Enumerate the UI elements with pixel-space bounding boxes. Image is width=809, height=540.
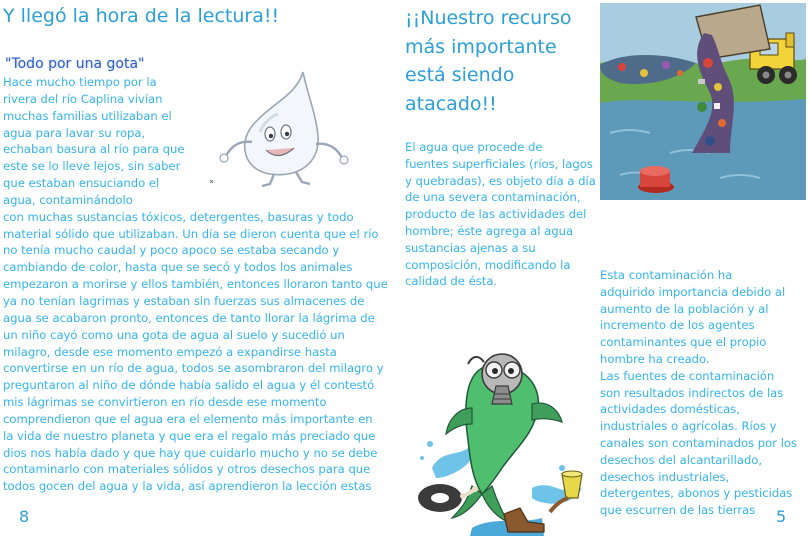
story-line: comprendieron que el agua era el elemento más importante en (3, 411, 373, 426)
story-line: agua para lavar su ropa, (3, 125, 146, 140)
paragraph-line: calidad de ésta. (405, 274, 498, 289)
paragraph-line: de una severa contaminación, (405, 190, 581, 205)
story-line: agua, contaminándolo (3, 192, 133, 207)
water-drop-character-illustration (208, 66, 376, 190)
story-line: con muchas sustancias tóxicos, detergentes, basuras y todo (3, 209, 354, 224)
story-line: milagro, desde ese momento empezó a expandirse hasta (3, 344, 337, 359)
story-line: un niño cayó como una gota de agua al suelo y sucedió un (3, 327, 345, 342)
right-title-line: ¡¡Nuestro recurso (405, 7, 572, 29)
paragraph-line: Esta contaminación ha (600, 268, 733, 282)
story-line: material sólido que utilizaban. Un día se dieron cuenta que el río (3, 226, 379, 241)
story-line: dios nos había dado y que hay que cuidarlo mucho y no se debe (3, 445, 378, 460)
story-line: convertirse en un río de agua, todos se asombraron del milagro y (3, 361, 384, 376)
left-page-number: 8 (19, 507, 30, 526)
paragraph-line: hombre ha creado. (600, 351, 710, 366)
story-line: mis lágrimas se convirtieron en río desde ese momento (3, 395, 327, 410)
paragraph-line: aumento de la población y al (600, 301, 769, 316)
paragraph-line: desechos industriales, (600, 469, 730, 484)
right-page-title (405, 4, 572, 118)
paragraph-line: fuentes superficiales (ríos, lagos (405, 156, 593, 171)
left-page-title: Y llegó la hora de la lectura!! (3, 5, 280, 27)
story-line: contaminarlo con materiales sólidos y otros desechos para que (3, 462, 371, 477)
story-line: empezaron a morirse y ellos también, entonces lloraron tanto que (3, 277, 388, 292)
paragraph-line: Las fuentes de contaminación (600, 368, 775, 383)
story-line: no tenía mucho caudal y poco apoco se estaba secando y (3, 243, 340, 258)
paragraph-line: actividades domésticas, (600, 402, 740, 417)
paragraph-line: y quebradas), es objeto día a día (405, 173, 596, 188)
paragraph-line: industriales o agrícolas. Ríos y (600, 419, 777, 434)
right-title-line: atacado!! (405, 92, 497, 115)
fish-gas-mask-illustration (412, 348, 592, 536)
story-line: preguntaron al niño de dónde había salido el agua y él contestó (3, 378, 375, 393)
story-line: echaban basura al río para que (3, 142, 185, 157)
paragraph-line: detergentes, abonos y pesticidas (600, 486, 793, 501)
paragraph-line: canales son contaminados por los (600, 435, 798, 450)
paragraph-line: hombre; éste agrega al agua (405, 223, 574, 238)
story-line: rivera del río Caplina vivían (3, 91, 163, 106)
story-line: agua se acabaron pronto, entonces de tanto llorar la lágrima de (3, 310, 375, 325)
paragraph-line: que escurren de las tierras (600, 503, 756, 518)
paragraph-line: adquirido importancia debido al (600, 284, 786, 299)
story-line: ya no tenían lagrimas y estaban sin fuerzas sus almacenes de (3, 293, 365, 308)
paragraph-contamination (600, 267, 797, 519)
paragraph-surface-water (405, 139, 596, 290)
story-line: este se lo lleve lejos, sin saber (3, 159, 181, 174)
story-line: Hace mucho tiempo por la (3, 75, 157, 89)
paragraph-line: son resultados indirectos de las (600, 385, 784, 400)
right-title-line: está siendo (405, 64, 515, 86)
paragraph-line: producto de las actividades del (405, 207, 587, 222)
dump-truck-pollution-illustration (600, 3, 806, 200)
right-title-line: más importante (405, 35, 557, 58)
paragraph-line: contaminantes que el propio (600, 335, 767, 350)
story-line: muchas familias utilizaban el (3, 108, 172, 123)
right-page-number: 5 (776, 507, 787, 526)
paragraph-line: sustancias ajenas a su (405, 240, 536, 255)
story-line: todos gocen del agua y la vida, así aprendieron la lección estas (3, 479, 372, 494)
paragraph-line: El agua que procede de (405, 140, 543, 154)
story-title: "Todo por una gota" (5, 56, 145, 72)
paragraph-line: composición, modificando la (405, 257, 571, 272)
story-line: cambiando de color, hasta que se secó y todos los animales (3, 260, 353, 275)
paragraph-line: incremento de los agentes (600, 318, 755, 333)
story-line: que estaban ensuciando el (3, 176, 160, 191)
story-line: la vida de nuestro planeta y que era el regalo más preciado que (3, 428, 376, 443)
paragraph-line: desechos del alcantarillado, (600, 452, 763, 467)
